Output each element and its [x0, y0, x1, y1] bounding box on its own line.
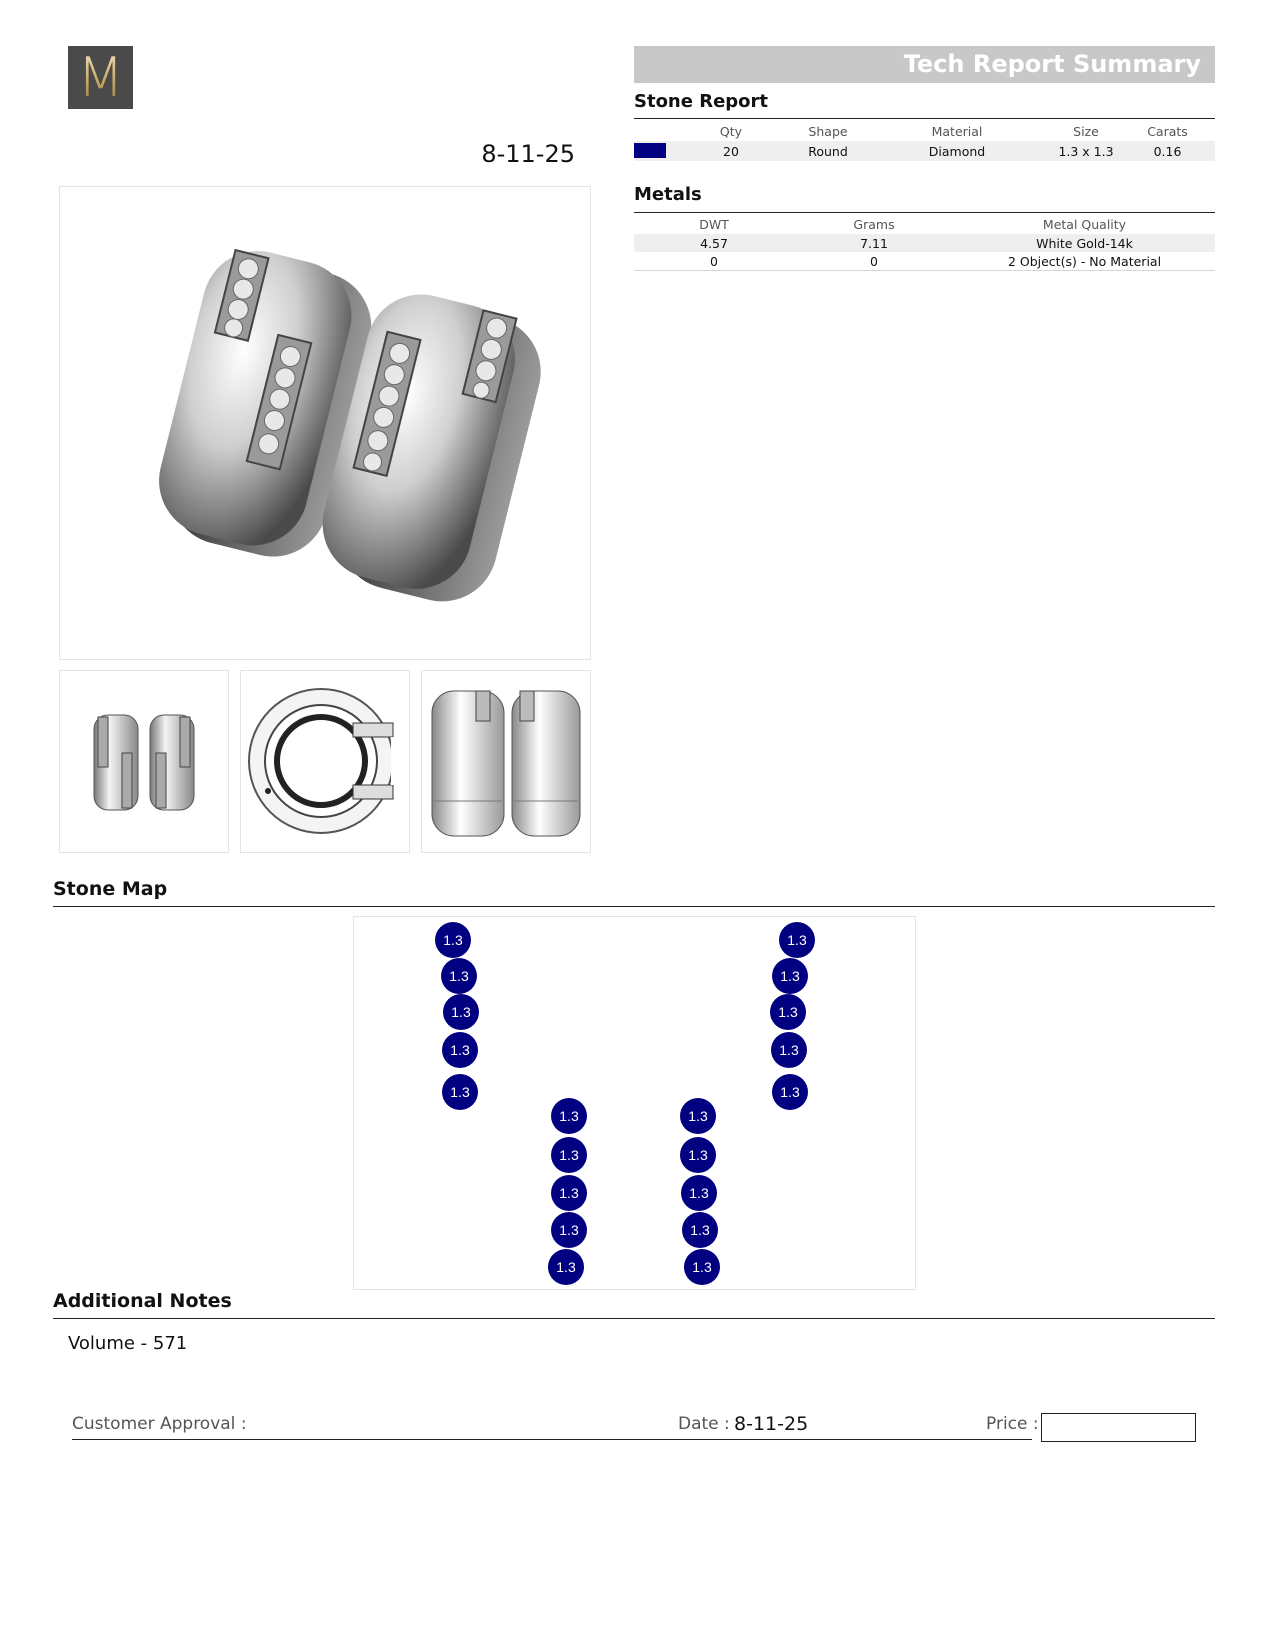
dwt-cell: 0 [634, 252, 794, 271]
stone-marker [551, 1098, 587, 1134]
metal-quality-header: Metal Quality [1042, 217, 1127, 232]
stone-marker-label: 1.3 [688, 1108, 708, 1124]
stone-marker-label: 1.3 [559, 1222, 579, 1238]
stone-color-cell [634, 141, 668, 161]
stone-marker-label: 1.3 [688, 1147, 708, 1163]
carats-cell: 0.16 [1120, 141, 1215, 161]
stone-marker [442, 1074, 478, 1110]
stone-marker-label: 1.3 [780, 968, 800, 984]
stone-map-canvas [354, 917, 915, 1289]
metals-row [634, 234, 1215, 252]
stone-marker [772, 1074, 808, 1110]
metal-quality-cell: 2 Object(s) - No Material [954, 252, 1215, 271]
dwt-cell: 4.57 [634, 234, 794, 252]
qty-header: Qty [719, 124, 743, 139]
stone-map-diagram [353, 916, 916, 1290]
stone-marker [551, 1212, 587, 1248]
stone-marker [772, 958, 808, 994]
stone-marker-label: 1.3 [780, 1084, 800, 1100]
metals-title: Metals [634, 184, 702, 205]
metals-header-row [634, 215, 1215, 234]
stone-marker-label: 1.3 [443, 932, 463, 948]
qty-cell: 20 [668, 141, 794, 161]
thumbnail-top-view [421, 670, 591, 853]
stone-marker-label: 1.3 [451, 1004, 471, 1020]
stone-marker-label: 1.3 [690, 1222, 710, 1238]
header-date: 8-11-25 [481, 140, 575, 168]
stone-report-rule [634, 118, 1215, 119]
stone-marker-label: 1.3 [556, 1259, 576, 1275]
shape-cell: Round [794, 141, 862, 161]
company-logo [68, 46, 133, 109]
stone-marker-label: 1.3 [787, 932, 807, 948]
stone-report-title: Stone Report [634, 91, 769, 112]
additional-notes-text: Volume - 571 [68, 1333, 188, 1354]
grams-header: Grams [853, 217, 895, 232]
customer-approval-label: Customer Approval : [72, 1414, 247, 1434]
carats-header: Carats [1147, 124, 1188, 139]
stone-marker [680, 1098, 716, 1134]
stone-marker [442, 1032, 478, 1068]
stone-marker [682, 1212, 718, 1248]
stone-marker [771, 1032, 807, 1068]
dwt-header: DWT [699, 217, 729, 232]
stone-marker [681, 1175, 717, 1211]
metals-rule [634, 212, 1215, 213]
stone-map-title: Stone Map [53, 878, 168, 900]
stone-report-header-row [634, 122, 1215, 141]
stone-marker-label: 1.3 [692, 1259, 712, 1275]
stone-marker [680, 1137, 716, 1173]
material-cell: Diamond [862, 141, 1052, 161]
metals-table [634, 215, 1215, 271]
shape-header: Shape [808, 124, 848, 139]
thumbnail-side-view [240, 670, 410, 853]
stone-marker [435, 922, 471, 958]
price-field[interactable] [1041, 1413, 1196, 1442]
stone-marker [441, 958, 477, 994]
metals-row [634, 252, 1215, 271]
stone-marker [684, 1249, 720, 1285]
main-render-image [59, 186, 591, 660]
size-header: Size [1073, 124, 1099, 139]
stone-color-header [634, 122, 668, 141]
side-view-render [241, 671, 409, 852]
stone-marker-label: 1.3 [559, 1147, 579, 1163]
additional-notes-title: Additional Notes [53, 1290, 232, 1312]
stone-report-table [634, 122, 1215, 161]
approval-signature-line [72, 1439, 1032, 1440]
stone-marker-label: 1.3 [449, 968, 469, 984]
material-header: Material [931, 124, 983, 139]
stone-marker [770, 994, 806, 1030]
grams-cell: 0 [794, 252, 954, 271]
stone-marker-label: 1.3 [450, 1084, 470, 1100]
additional-notes-rule [53, 1318, 1215, 1319]
stone-map-rule [53, 906, 1215, 907]
stone-marker [548, 1249, 584, 1285]
price-label: Price : [986, 1414, 1039, 1434]
front-view-render [60, 671, 228, 852]
stone-marker-label: 1.3 [559, 1185, 579, 1201]
stone-color-swatch [634, 143, 666, 158]
report-title-banner [634, 46, 1215, 83]
logo-letter: M [68, 46, 133, 109]
approval-date-label: Date : [678, 1414, 730, 1434]
stone-marker-label: 1.3 [779, 1042, 799, 1058]
size-cell: 1.3 x 1.3 [1052, 141, 1120, 161]
stone-marker [779, 922, 815, 958]
thumbnail-front-view [59, 670, 229, 853]
report-title: Tech Report Summary [903, 50, 1201, 78]
stone-marker [551, 1175, 587, 1211]
approval-date-value: 8-11-25 [734, 1413, 809, 1435]
stone-marker-label: 1.3 [450, 1042, 470, 1058]
stone-marker-label: 1.3 [689, 1185, 709, 1201]
stone-marker [551, 1137, 587, 1173]
stone-marker-label: 1.3 [778, 1004, 798, 1020]
hoop-earrings-render [60, 187, 590, 659]
stone-report-row [634, 141, 1215, 161]
stone-marker [443, 994, 479, 1030]
stone-marker-label: 1.3 [559, 1108, 579, 1124]
metal-quality-cell: White Gold-14k [954, 234, 1215, 252]
top-view-render [422, 671, 590, 852]
grams-cell: 7.11 [794, 234, 954, 252]
